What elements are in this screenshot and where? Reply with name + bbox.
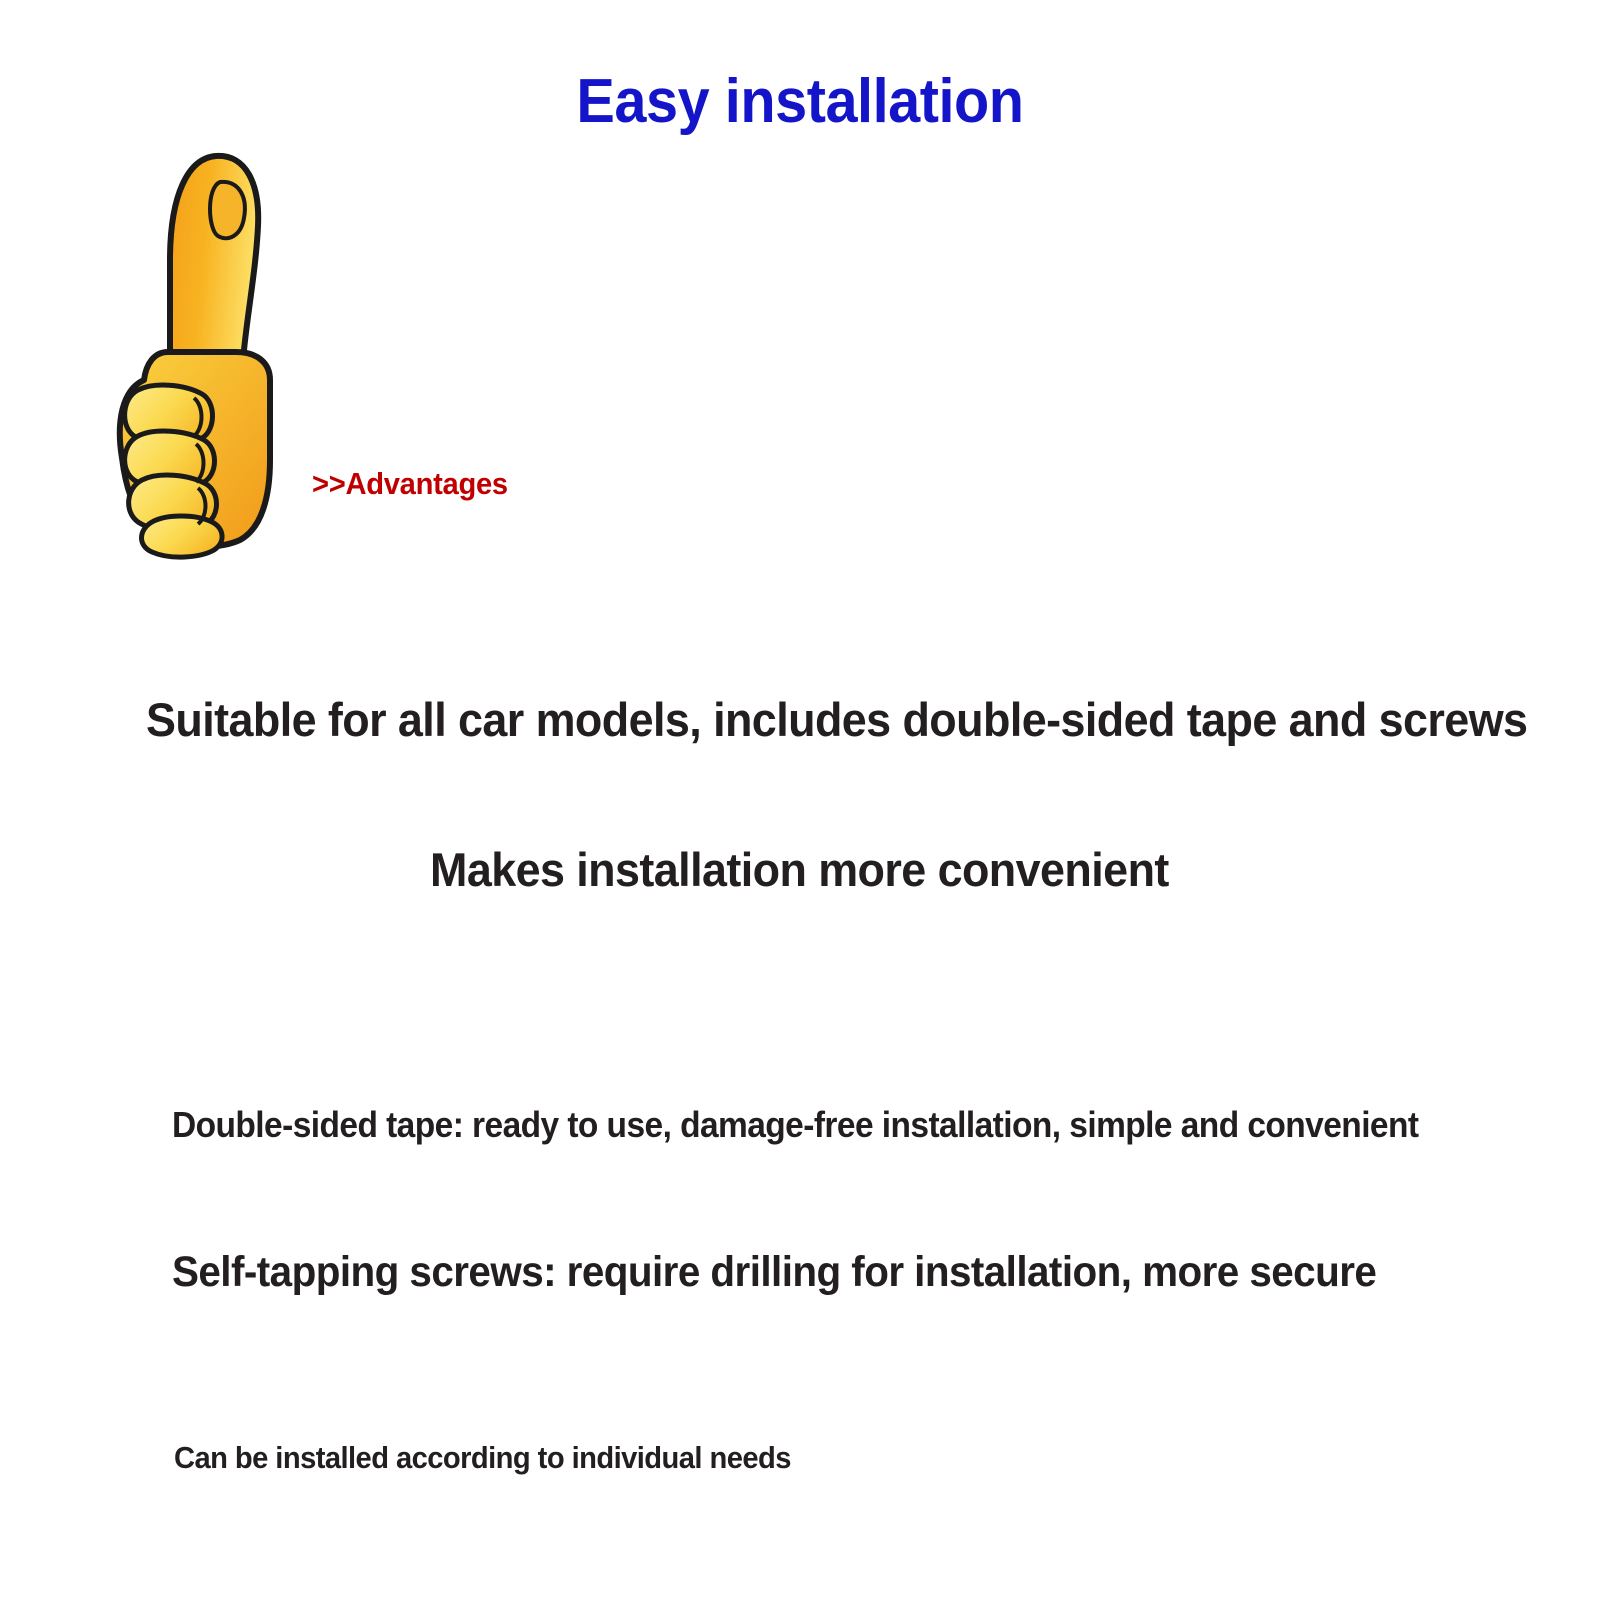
advantages-label: >>Advantages	[312, 466, 508, 501]
body-line-5: Can be installed according to individual needs	[174, 1440, 791, 1475]
body-line-3: Double-sided tape: ready to use, damage-free installation, simple and convenient	[172, 1104, 1419, 1145]
body-line-1: Suitable for all car models, includes double-sided tape and screws	[146, 693, 1528, 746]
body-line-2: Makes installation more convenient	[430, 843, 1169, 896]
body-line-4: Self-tapping screws: require drilling for installation, more secure	[172, 1248, 1377, 1296]
thumbs-up-icon	[108, 140, 298, 560]
page-title: Easy installation	[576, 67, 1024, 136]
